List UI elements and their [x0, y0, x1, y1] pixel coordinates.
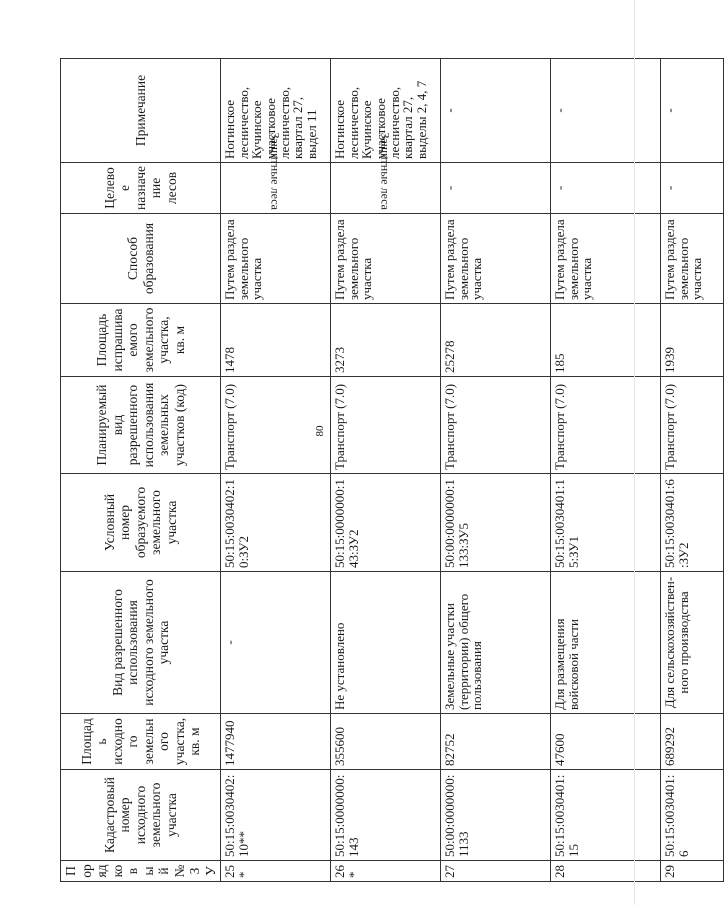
cell-conditional-number: 50:15:0000000:143:ЗУ2	[331, 474, 441, 572]
table-row	[441, 59, 551, 882]
forest-purpose-text: Защитные леса	[378, 132, 393, 210]
cell-conditional-number: 50:15:0030402:10:ЗУ2	[221, 474, 331, 572]
cell-note: Ногинское лесничество, Кучинское участковое лесничество, квартал 27, выделы 2, 4, 7	[331, 59, 441, 163]
cell-permitted-use: Для размещения войсковой части	[551, 572, 661, 714]
land-plots-table	[60, 58, 724, 882]
cell-number: 26*	[331, 861, 441, 882]
header-cell: Способ образования	[61, 214, 221, 304]
cell-number: 25*	[221, 861, 331, 882]
header-cell: Примечание	[61, 59, 221, 163]
cell-note: -	[551, 59, 661, 163]
cell-formation-method: Путем раздела земельного участка	[331, 214, 441, 304]
header-cell: Условный номер образуемого земельного участка	[61, 474, 221, 572]
header-row	[61, 59, 221, 882]
cell-source-area: 1477940	[221, 714, 331, 770]
scan-edge	[634, 0, 635, 905]
cell-permitted-use: -	[221, 572, 331, 714]
cell-conditional-number: 50:15:0030401:6:ЗУ2	[661, 474, 724, 572]
cell-conditional-number: 50:15:0030401:15:ЗУ1	[551, 474, 661, 572]
header-cell: Площадь испрашиваемого земельного участка, кв. м	[61, 304, 221, 377]
cell-forest-purpose: -	[441, 163, 551, 214]
forest-purpose-text: Защитные леса	[268, 132, 283, 210]
cell-conditional-number: 50:00:0000000:1133:ЗУ5	[441, 474, 551, 572]
cell-planned-use: Транспорт (7.0)	[221, 377, 331, 474]
header-cell: Вид разрешенного использования исходного земельного участка	[61, 572, 221, 714]
cell-planned-use: Транспорт (7.0)	[661, 377, 724, 474]
cell-cadastral-number: 50:15:0030402:10**	[221, 770, 331, 861]
table-row	[661, 59, 724, 882]
cell-planned-use: Транспорт (7.0)	[441, 377, 551, 474]
cell-formation-method: Путем раздела земельного участка	[661, 214, 724, 304]
cell-planned-use: Транспорт (7.0)	[331, 377, 441, 474]
cell-number: 29	[661, 861, 724, 882]
cell-source-area: 355600	[331, 714, 441, 770]
table-row	[331, 59, 441, 882]
cell-formation-method: Путем раздела земельного участка	[441, 214, 551, 304]
cell-permitted-use: Земельные участки (территории) общего пользования	[441, 572, 551, 714]
table-row	[221, 59, 331, 882]
cell-source-area: 47600	[551, 714, 661, 770]
cell-forest-purpose: -	[551, 163, 661, 214]
cell-cadastral-number: 50:00:0000000:1133	[441, 770, 551, 861]
cell-formation-method: Путем раздела земельного участка	[221, 214, 331, 304]
cell-note: -	[441, 59, 551, 163]
cell-requested-area: 25278	[441, 304, 551, 377]
header-cell: Кадастровый номер исходного земельного участка	[61, 770, 221, 861]
cell-requested-area: 3273	[331, 304, 441, 377]
cell-requested-area: 1478	[221, 304, 331, 377]
cell-formation-method: Путем раздела земельного участка	[551, 214, 661, 304]
header-cell: Целевое назначение лесов	[61, 163, 221, 214]
cell-source-area: 689292	[661, 714, 724, 770]
cell-requested-area: 185	[551, 304, 661, 377]
page-number: 80	[314, 425, 326, 437]
cell-cadastral-number: 50:15:0000000:143	[331, 770, 441, 861]
cell-planned-use: Транспорт (7.0)	[551, 377, 661, 474]
cell-forest-purpose	[331, 132, 441, 214]
cell-requested-area: 1939	[661, 304, 724, 377]
cell-cadastral-number: 50:15:0030401:15	[551, 770, 661, 861]
cell-source-area: 82752	[441, 714, 551, 770]
cell-cadastral-number: 50:15:0030401:6	[661, 770, 724, 861]
cell-forest-purpose	[221, 132, 331, 214]
cell-permitted-use: Не установлено	[331, 572, 441, 714]
cell-forest-purpose: -	[661, 163, 724, 214]
cell-number: 28	[551, 861, 661, 882]
cell-permitted-use: Для сельскохозяйствен-ного производства	[661, 572, 724, 714]
cell-note: Ногинское лесничество, Кучинское участковое лесничество, квартал 27, выдел 11	[221, 59, 331, 163]
table-row	[551, 59, 661, 882]
header-cell: Порядковый № ЗУ	[61, 861, 221, 882]
cell-number: 27	[441, 861, 551, 882]
cell-note: -	[661, 59, 724, 163]
header-cell: Планируемый вид разрешенного использования земельных участков (код)	[61, 377, 221, 474]
header-cell: Площадь исходного земельного участка, кв. м	[61, 714, 221, 770]
